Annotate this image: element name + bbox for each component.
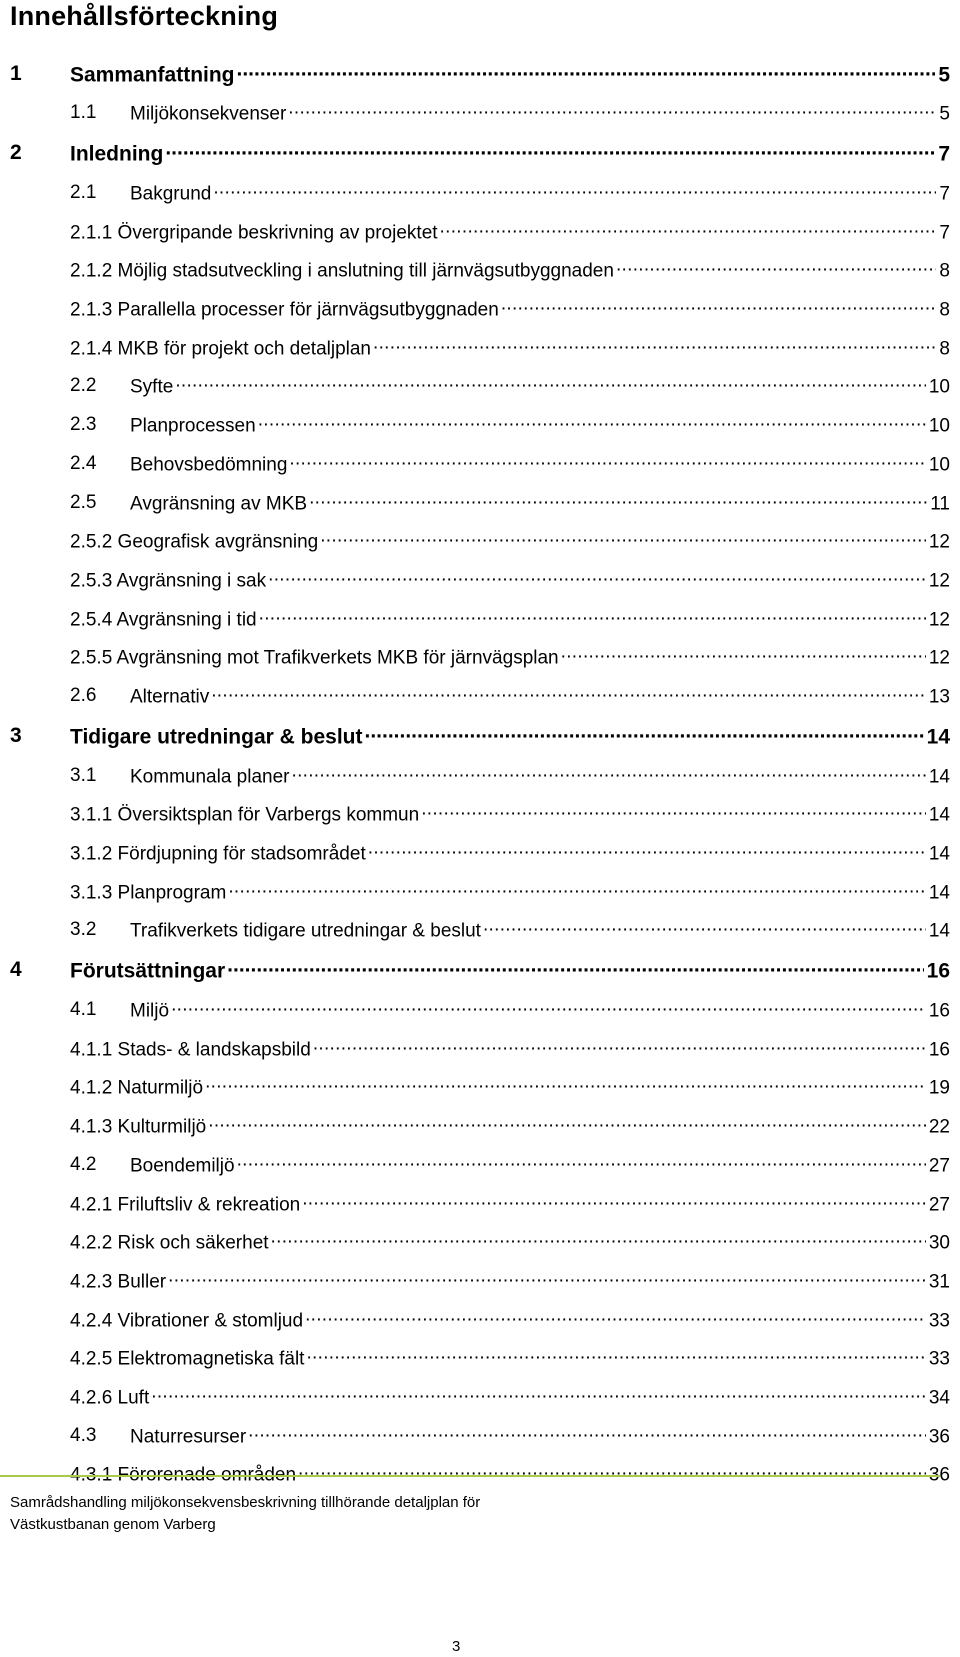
dot-leader	[271, 1230, 926, 1249]
dot-leader	[440, 219, 937, 238]
toc-entry-line	[70, 1346, 950, 1371]
toc-entry[interactable]	[0, 1262, 960, 1301]
toc-entry-number: 4.2	[70, 1153, 97, 1175]
toc-entry[interactable]	[0, 911, 960, 950]
toc-entry-line	[70, 645, 950, 670]
toc-entry-label: Alternativ	[130, 686, 210, 708]
toc-entry-number: 4.3	[70, 1424, 97, 1446]
toc-entry-line	[70, 219, 950, 244]
dot-leader	[421, 802, 926, 821]
toc-entry-label: 4.1.1 Stads- & landskapsbild	[70, 1039, 311, 1061]
toc-entry-line	[70, 1230, 950, 1255]
toc-entry-line	[70, 1075, 950, 1100]
dot-leader	[228, 879, 926, 898]
dot-leader	[165, 140, 935, 161]
toc-entry[interactable]	[0, 715, 960, 756]
toc-entry-page: 27	[928, 1194, 950, 1216]
toc-entry-label: 2.1.2 Möjlig stadsutveckling i anslutning till järnvägsutbyggnaden	[70, 260, 614, 282]
toc-entry-number: 1.1	[70, 102, 97, 124]
toc-entry-label: 4.1.2 Naturmiljö	[70, 1077, 204, 1099]
toc-entry[interactable]	[0, 756, 960, 795]
toc-entry-line	[130, 1423, 950, 1448]
dot-leader	[289, 451, 925, 470]
toc-entry-line	[70, 297, 950, 322]
toc-entry[interactable]	[0, 133, 960, 174]
toc-entry[interactable]	[0, 638, 960, 677]
toc-entry-label: 4.1.3 Kulturmiljö	[70, 1116, 207, 1138]
toc-entry[interactable]	[0, 991, 960, 1030]
toc-entry[interactable]	[0, 328, 960, 367]
toc-entry-label: 4.2.3 Buller	[70, 1271, 167, 1293]
toc-entry-label: 4.2.1 Friluftsliv & rekreation	[70, 1194, 301, 1216]
toc-entry-line	[70, 60, 950, 87]
toc-entry[interactable]	[0, 1029, 960, 1068]
toc-entry-number: 2.5	[70, 491, 97, 513]
toc-entry-page: 34	[928, 1387, 950, 1409]
dot-leader	[175, 374, 926, 393]
toc-entry-page: 10	[928, 454, 950, 476]
toc-entry-label: 2.5.4 Avgränsning i tid	[70, 609, 257, 631]
toc-entry[interactable]	[0, 1378, 960, 1417]
toc-entry-page: 16	[928, 1039, 950, 1061]
toc-entry-line	[70, 802, 950, 827]
toc-entry[interactable]	[0, 251, 960, 290]
toc-entry-line	[70, 841, 950, 866]
toc-entry-page: 12	[928, 531, 950, 553]
toc-entry-line	[130, 374, 950, 399]
toc-entry-page: 14	[928, 920, 950, 942]
dot-leader	[237, 1152, 926, 1171]
toc-entry-line	[130, 998, 950, 1023]
dot-leader	[305, 1307, 926, 1326]
toc-entry-label: Avgränsning av MKB	[130, 493, 308, 515]
toc-entry-label: Syfte	[130, 376, 174, 398]
toc-entry-line	[130, 413, 950, 438]
toc-entry[interactable]	[0, 1223, 960, 1262]
footer-line-2: Västkustbanan genom Varberg	[10, 1516, 216, 1533]
toc-entry-number: 3.1	[70, 764, 97, 786]
dot-leader	[373, 335, 936, 354]
toc-entry-page: 5	[939, 103, 950, 125]
toc-entry-line	[70, 258, 950, 283]
toc-entry-page: 7	[939, 183, 950, 205]
toc-entry-label: 3.1.1 Översiktsplan för Varbergs kommun	[70, 804, 420, 826]
toc-entry-page: 14	[928, 882, 950, 904]
toc-entry-label: 4.2.4 Vibrationer & stomljud	[70, 1310, 304, 1332]
dot-leader	[205, 1075, 926, 1094]
toc-entry-label: Miljökonsekvenser	[130, 103, 287, 125]
dot-leader	[248, 1423, 926, 1442]
toc-entry-number: 4	[10, 958, 22, 982]
toc-entry-label: 3.1.3 Planprogram	[70, 882, 227, 904]
toc-entry-page: 16	[928, 1000, 950, 1022]
toc-entry[interactable]	[0, 406, 960, 445]
toc-entry-page: 12	[928, 647, 950, 669]
toc-entry-label: 2.1.3 Parallella processer för järnvägsutbyggnaden	[70, 299, 499, 321]
toc-entry-number: 3	[10, 723, 22, 747]
toc-entry-line	[130, 181, 950, 206]
dot-leader	[211, 683, 926, 702]
toc-entry-line	[130, 1152, 950, 1177]
dot-leader	[208, 1114, 926, 1133]
toc-entry-page: 13	[928, 686, 950, 708]
toc-entry-page: 14	[926, 725, 950, 749]
toc-entry[interactable]	[0, 561, 960, 600]
footer-line-1: Samrådshandling miljökonsekvensbeskrivning tillhörande detaljplan för	[10, 1494, 481, 1511]
toc-entry-page: 27	[928, 1155, 950, 1177]
dot-leader	[501, 297, 937, 316]
toc-entry[interactable]	[0, 445, 960, 484]
toc-entry-label: Boendemiljö	[130, 1155, 235, 1177]
toc-entry-label: 2.1.1 Övergripande beskrivning av projektet	[70, 222, 438, 244]
toc-entry-number: 2.4	[70, 452, 97, 474]
toc-entry[interactable]	[0, 367, 960, 406]
toc-entry[interactable]	[0, 1068, 960, 1107]
toc-entry-page: 10	[928, 376, 950, 398]
toc-entry[interactable]	[0, 795, 960, 834]
dot-leader	[288, 101, 936, 120]
toc-entry-label: 4.3.1 Förorenade områden	[70, 1464, 297, 1486]
dot-leader	[483, 918, 926, 937]
toc-entry-line	[70, 567, 950, 592]
toc-entry-page: 8	[939, 260, 950, 282]
toc-entry[interactable]	[0, 483, 960, 522]
toc-entry-page: 31	[928, 1271, 950, 1293]
toc-entry-page: 12	[928, 570, 950, 592]
toc-entry[interactable]	[0, 1416, 960, 1455]
dot-leader	[237, 60, 936, 81]
toc-entry-page: 33	[928, 1348, 950, 1370]
dot-leader	[616, 258, 936, 277]
toc-entry[interactable]	[0, 1300, 960, 1339]
toc-entry-label: Bakgrund	[130, 183, 212, 205]
toc-entry-line	[70, 335, 950, 360]
page-number: 3	[452, 1638, 461, 1655]
toc-entry-number: 4.1	[70, 999, 97, 1021]
toc-entry[interactable]	[0, 1184, 960, 1223]
toc-entry-line	[70, 957, 950, 984]
toc-entry-label: 4.2.6 Luft	[70, 1387, 150, 1409]
toc-entry-number: 2.2	[70, 375, 97, 397]
toc-entry-line	[70, 140, 950, 167]
toc-entry-page: 30	[928, 1232, 950, 1254]
dot-leader	[364, 722, 923, 743]
toc-entry[interactable]	[0, 1146, 960, 1185]
toc-entry-line	[70, 1191, 950, 1216]
dot-leader	[151, 1384, 926, 1403]
toc-entry-line	[70, 1307, 950, 1332]
toc-entry[interactable]	[0, 950, 960, 991]
toc-entry-line	[130, 918, 950, 943]
toc-entry-line	[130, 683, 950, 708]
toc-entry[interactable]	[0, 53, 960, 94]
toc-entry-line	[70, 1268, 950, 1293]
dot-leader	[227, 957, 923, 978]
toc-entry-page: 7	[939, 222, 950, 244]
toc-entry-page: 33	[928, 1310, 950, 1332]
toc-entry-line	[70, 879, 950, 904]
toc-entry-page: 16	[926, 959, 950, 983]
toc-entry-line	[70, 1384, 950, 1409]
table-of-contents	[0, 53, 960, 1494]
toc-entry-number: 2	[10, 141, 22, 165]
toc-entry-page: 8	[939, 338, 950, 360]
dot-leader	[306, 1346, 925, 1365]
toc-entry-page: 36	[928, 1464, 950, 1486]
toc-entry-label: Naturresurser	[130, 1426, 247, 1448]
dot-leader	[561, 645, 926, 664]
toc-entry-line	[70, 1114, 950, 1139]
footer-divider	[0, 1475, 940, 1477]
toc-entry-number: 3.2	[70, 919, 97, 941]
dot-leader	[309, 490, 927, 509]
toc-entry-page: 14	[928, 804, 950, 826]
toc-entry[interactable]	[0, 1107, 960, 1146]
dot-leader	[302, 1191, 926, 1210]
toc-entry[interactable]	[0, 599, 960, 638]
toc-entry-label: 3.1.2 Fördjupning för stadsområdet	[70, 843, 366, 865]
toc-entry-line	[130, 451, 950, 476]
toc-entry-line	[130, 101, 950, 126]
toc-entry-label: Miljö	[130, 1000, 170, 1022]
toc-entry-line	[70, 722, 950, 749]
toc-entry[interactable]	[0, 1339, 960, 1378]
toc-entry-label: 4.2.2 Risk och säkerhet	[70, 1232, 269, 1254]
toc-entry-page: 7	[938, 142, 950, 166]
toc-entry-label: Trafikverkets tidigare utredningar & beslut	[130, 920, 481, 942]
toc-entry-label: 2.5.3 Avgränsning i sak	[70, 570, 267, 592]
toc-entry-label: Planprocessen	[130, 415, 256, 437]
toc-entry-page: 19	[928, 1077, 950, 1099]
toc-entry-page: 14	[928, 766, 950, 788]
toc-entry-line	[70, 1036, 950, 1061]
toc-entry-label: 4.2.5 Elektromagnetiska fält	[70, 1348, 305, 1370]
toc-entry-label: Förutsättningar	[70, 959, 226, 983]
toc-entry[interactable]	[0, 522, 960, 561]
toc-entry-page: 12	[928, 609, 950, 631]
dot-leader	[258, 413, 926, 432]
toc-entry-line	[130, 490, 950, 515]
toc-entry-number: 2.1	[70, 182, 97, 204]
page-title: Innehållsförteckning	[10, 1, 279, 31]
dot-leader	[168, 1268, 926, 1287]
toc-entry-number: 2.3	[70, 414, 97, 436]
toc-entry[interactable]	[0, 212, 960, 251]
toc-entry-number: 1	[10, 61, 22, 85]
toc-entry-label: Inledning	[70, 142, 164, 166]
footer	[10, 1492, 480, 1536]
toc-entry-label: 2.5.2 Geografisk avgränsning	[70, 531, 319, 553]
toc-entry-label: 2.5.5 Avgränsning mot Trafikverkets MKB för järnvägsplan	[70, 647, 559, 669]
toc-entry-line	[70, 606, 950, 631]
toc-entry[interactable]	[0, 872, 960, 911]
toc-entry-page: 10	[928, 415, 950, 437]
toc-entry-label: Kommunala planer	[130, 766, 290, 788]
dot-leader	[213, 181, 936, 200]
toc-entry-label: Tidigare utredningar & beslut	[70, 725, 363, 749]
toc-entry-number: 2.6	[70, 684, 97, 706]
toc-entry-label: 2.1.4 MKB för projekt och detaljplan	[70, 338, 372, 360]
toc-entry-line	[130, 763, 950, 788]
toc-entry-line	[70, 529, 950, 554]
toc-entry-page: 8	[939, 299, 950, 321]
toc-entry[interactable]	[0, 174, 960, 213]
toc-entry-page: 11	[930, 493, 950, 515]
toc-entry[interactable]	[0, 94, 960, 133]
toc-entry-page: 22	[928, 1116, 950, 1138]
toc-entry-page: 14	[928, 843, 950, 865]
toc-entry[interactable]	[0, 290, 960, 329]
dot-leader	[268, 567, 926, 586]
dot-leader	[171, 998, 926, 1017]
dot-leader	[320, 529, 926, 548]
toc-entry-label: Sammanfattning	[70, 63, 235, 86]
dot-leader	[291, 763, 925, 782]
toc-entry-page: 36	[928, 1426, 950, 1448]
toc-entry-page: 5	[938, 63, 950, 86]
dot-leader	[259, 606, 926, 625]
dot-leader	[368, 841, 926, 860]
dot-leader	[298, 1462, 926, 1481]
toc-entry[interactable]	[0, 677, 960, 716]
toc-entry[interactable]	[0, 834, 960, 873]
dot-leader	[313, 1036, 926, 1055]
toc-entry-label: Behovsbedömning	[130, 454, 288, 476]
